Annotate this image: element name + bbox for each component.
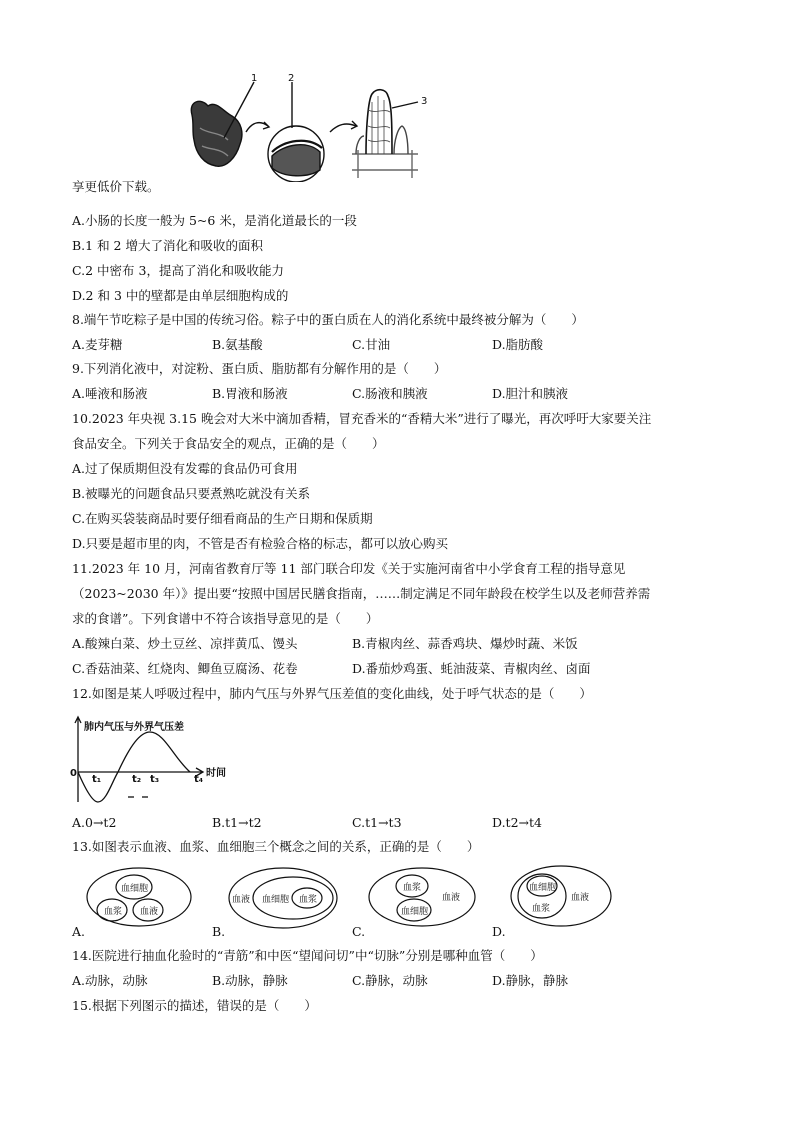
q13-stem: 13.如图表示血液、血浆、血细胞三个概念之间的关系，正确的是（ ） — [72, 839, 480, 854]
figure-label-3: 3 — [421, 96, 428, 107]
graph-ylabel: 肺内气压与外界气压差 — [84, 722, 184, 733]
q13-diagram-c — [366, 866, 478, 928]
q9-option-b: B.胃液和肠液 — [212, 386, 288, 401]
q9-option-d: D.胆汁和胰液 — [492, 386, 569, 401]
figure-label-2: 2 — [288, 73, 295, 84]
q9-option-c: C.肠液和胰液 — [352, 386, 428, 401]
diagram-c-cells: 血细胞 — [401, 907, 429, 917]
q11-stem-line3: 求的食谱”。下列食谱中不符合该指导意见的是（ ） — [72, 611, 379, 626]
q14-option-b: B.动脉，静脉 — [212, 973, 288, 988]
q11-option-d: D.番茄炒鸡蛋、蚝油菠菜、青椒肉丝、卤面 — [352, 661, 591, 676]
graph-tick-t3: t₃ — [150, 774, 160, 785]
diagram-b-cells: 血细胞 — [262, 895, 290, 905]
q13-option-b: B. — [212, 924, 226, 939]
graph-tick-t4: t₄ — [194, 774, 204, 785]
q11-option-b: B.青椒肉丝、蒜香鸡块、爆炒时蔬、米饭 — [352, 636, 578, 651]
q12-option-b: B.t1→t2 — [212, 815, 262, 830]
graph-tick-t2: t₂ — [132, 774, 142, 785]
q10-option-a: A.过了保质期但没有发霉的食品仍可食用 — [72, 461, 298, 476]
q11-stem-line2: （2023~2030 年）》提出要“按照中国居民膳食指南，……制定满足不同年龄段在校学生以及老师营养需 — [72, 586, 651, 601]
q11-stem-line1: 11.2023 年 10 月，河南省教育厅等 11 部门联合印发《关于实施河南省中小学食育工程的指导意见 — [72, 561, 626, 576]
diagram-a-cells: 血细胞 — [121, 884, 149, 894]
q9-option-a: A.唾液和肠液 — [72, 386, 148, 401]
q10-option-d: D.只要是超市里的肉，不管是否有检验合格的标志，都可以放心购买 — [72, 536, 449, 551]
graph-tick-t1: t₁ — [92, 774, 102, 785]
q12-option-d: D.t2→t4 — [492, 815, 542, 830]
q15-stem: 15.根据下列图示的描述，错误的是（ ） — [72, 998, 317, 1013]
diagram-b-plasma: 血浆 — [299, 895, 318, 905]
q10-option-c: C.在购买袋装商品时要仔细看商品的生产日期和保质期 — [72, 511, 373, 526]
graph-origin: 0 — [70, 768, 77, 779]
q7-option-b: B.1 和 2 增大了消化和吸收的面积 — [72, 238, 263, 253]
diagram-a-plasma: 血浆 — [104, 907, 123, 917]
q14-option-a: A.动脉，动脉 — [72, 973, 148, 988]
figure-label-1: 1 — [251, 73, 258, 84]
q8-option-b: B.氨基酸 — [212, 337, 263, 352]
q11-option-c: C.香菇油菜、红烧肉、鲫鱼豆腐汤、花卷 — [72, 661, 298, 676]
pressure-graph — [70, 712, 250, 808]
intro-text: 享更低价下载。 — [72, 179, 160, 194]
q14-option-d: D.静脉，静脉 — [492, 973, 569, 988]
q13-diagram-b — [226, 866, 340, 930]
diagram-b-blood: 血液 — [232, 895, 251, 905]
q10-stem-line2: 食品安全。下列关于食品安全的观点，正确的是（ ） — [72, 436, 385, 451]
q12-option-a: A.0→t2 — [72, 815, 117, 830]
q10-option-b: B.被曝光的问题食品只要煮熟吃就没有关系 — [72, 486, 311, 501]
q14-option-c: C.静脉，动脉 — [352, 973, 428, 988]
q7-option-d: D.2 和 3 中的壁都是由单层细胞构成的 — [72, 288, 289, 303]
q12-option-c: C.t1→t3 — [352, 815, 402, 830]
diagram-d-plasma: 血浆 — [532, 904, 551, 914]
q13-option-a: A. — [72, 924, 86, 939]
diagram-d-cells: 血细胞 — [529, 883, 557, 893]
q8-option-c: C.甘油 — [352, 337, 391, 352]
q13-diagram-d — [508, 864, 614, 928]
q11-option-a: A.酸辣白菜、炒土豆丝、凉拌黄瓜、馒头 — [72, 636, 298, 651]
q8-option-d: D.脂肪酸 — [492, 337, 544, 352]
q13-diagram-a — [84, 866, 194, 928]
diagram-d-blood: 血液 — [571, 893, 590, 903]
diagram-a-blood: 血液 — [140, 907, 159, 917]
diagram-c-plasma: 血浆 — [403, 883, 422, 893]
q7-option-c: C.2 中密布 3，提高了消化和吸收能力 — [72, 263, 284, 278]
q13-option-c: C. — [352, 924, 366, 939]
q12-stem: 12.如图是某人呼吸过程中，肺内气压与外界气压差值的变化曲线，处于呼气状态的是（ ） — [72, 686, 592, 701]
q7-option-a: A.小肠的长度一般为 5~6 米，是消化道最长的一段 — [72, 213, 357, 228]
graph-xlabel: 时间 — [206, 768, 226, 779]
q13-option-d: D. — [492, 924, 506, 939]
small-intestine-figure — [180, 70, 440, 182]
q14-stem: 14.医院进行抽血化验时的“青筋”和中医“望闻问切”中“切脉”分别是哪种血管（ ） — [72, 948, 543, 963]
diagram-c-blood: 血液 — [442, 893, 461, 903]
q8-stem: 8.端午节吃粽子是中国的传统习俗。粽子中的蛋白质在人的消化系统中最终被分解为（ ） — [72, 312, 584, 327]
q8-option-a: A.麦芽糖 — [72, 337, 123, 352]
q10-stem-line1: 10.2023 年央视 3.15 晚会对大米中滴加香精，冒充香米的“香精大米”进行了曝光，再次呼吁大家要关注 — [72, 411, 652, 426]
q9-stem: 9.下列消化液中，对淀粉、蛋白质、脂肪都有分解作用的是（ ） — [72, 361, 447, 376]
